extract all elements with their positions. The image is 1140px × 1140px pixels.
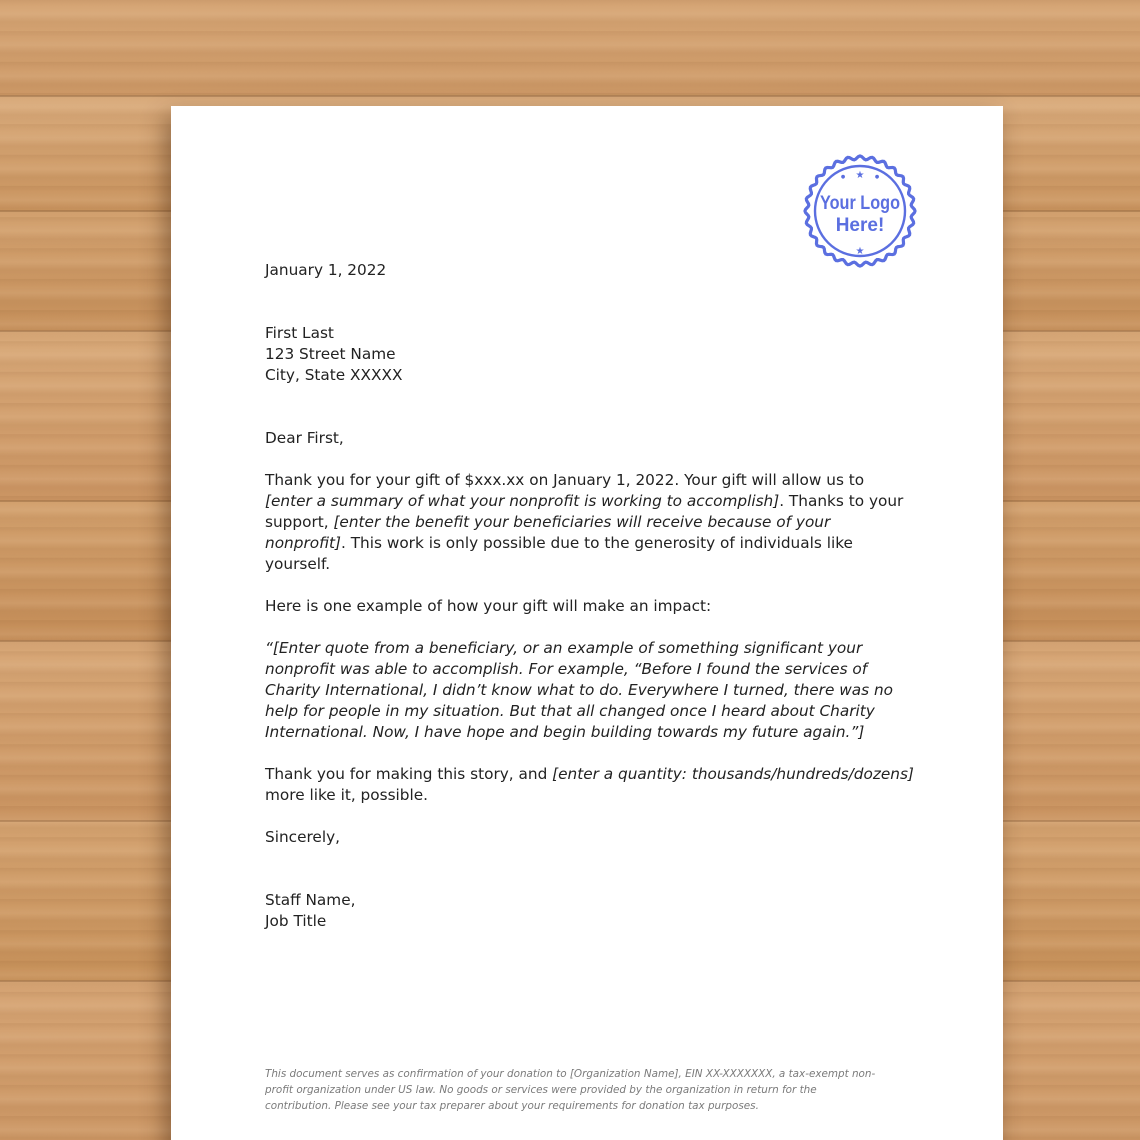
- paragraph-quote: “[Enter quote from a beneficiary, or an example of something significant your nonprofit was able to accomplish. For example, “Before I found the services of Charity International, I didn’t know what to do. Everywhere I turned, there was no help for people in my situation. But that all changed once I heard about Charity International. Now, I have hope and begin building towards my future again.”]: [265, 639, 894, 741]
- signature-title: Job Title: [265, 912, 327, 930]
- tax-disclaimer: This document serves as confirmation of your donation to [Organization Name], EIN XX-XXXXXXX, a tax-exempt non-profit organization under US law. No goods or services were provided by the organization in return for the contribution. Please see your tax preparer about your requirements for donation tax purposes.: [265, 1068, 876, 1112]
- letter-body: [265, 260, 915, 932]
- dot-icon: ●: [874, 174, 880, 180]
- signature-name: Staff Name,: [265, 891, 356, 909]
- wood-seam: [0, 95, 1140, 97]
- star-icon: ★: [855, 170, 865, 181]
- recipient-street: 123 Street Name: [265, 345, 396, 363]
- placeholder-summary: [enter a summary of what your nonprofit is working to accomplish]: [265, 492, 780, 510]
- letter-page: [171, 106, 1003, 1140]
- recipient-city: City, State XXXXX: [265, 366, 403, 384]
- logo-badge: [803, 154, 917, 268]
- letter-date: January 1, 2022: [265, 261, 387, 279]
- logo-text-line2: Here!: [835, 215, 885, 236]
- paragraph-impact-intro: Here is one example of how your gift will make an impact:: [265, 597, 712, 615]
- placeholder-quantity: [enter a quantity: thousands/hundreds/dozens]: [552, 765, 914, 783]
- paragraph-thanks: Thank you for making this story, and [enter a quantity: thousands/hundreds/dozens] more like it, possible.: [265, 765, 914, 804]
- dot-icon: ●: [840, 174, 846, 180]
- paragraph-gift: Thank you for your gift of $xxx.xx on January 1, 2022. Your gift will allow us to [enter a summary of what your nonprofit is working to accomplish]. Thanks to your support, [enter the benefit your beneficiaries will receive because of your nonprofit]. This work is only possible due to the generosity of individuals like yourself.: [265, 471, 904, 573]
- star-icon: ★: [855, 246, 865, 257]
- salutation: Dear First,: [265, 429, 344, 447]
- placeholder-benefit: [enter the benefit your beneficiaries will receive because of your nonprofit]: [265, 513, 831, 552]
- closing: Sincerely,: [265, 828, 341, 846]
- logo-text-line1: Your Logo: [820, 193, 900, 214]
- logo-seal: [803, 154, 917, 268]
- recipient-name: First Last: [265, 324, 334, 342]
